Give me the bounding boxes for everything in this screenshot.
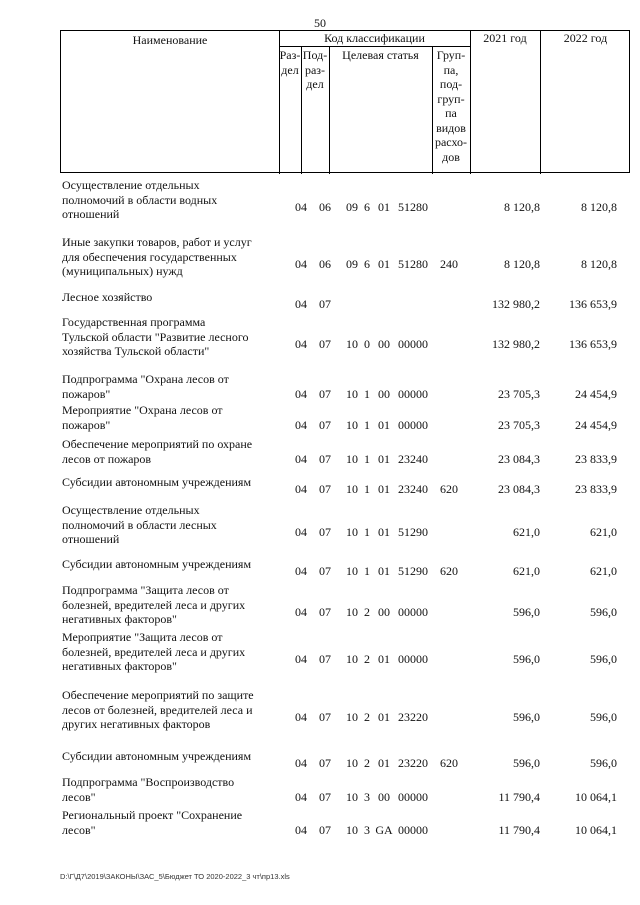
- cell-t1: 10: [346, 387, 358, 401]
- cell-t4: 51290: [398, 564, 428, 578]
- cell-r: 04: [295, 482, 307, 496]
- cell-t1: 10: [346, 710, 358, 724]
- row-name-line: пожаров": [62, 386, 111, 401]
- cell-t2: 3: [364, 823, 370, 837]
- cell-y1: 11 790,4: [498, 790, 540, 804]
- cell-t3: 01: [378, 418, 390, 432]
- row-name: [62, 808, 274, 837]
- row-name-line: Обеспечение мероприятий по охране: [62, 437, 253, 451]
- cell-y1: 596,0: [513, 652, 540, 666]
- row-name-line: негативных факторов": [62, 612, 177, 626]
- cell-y2: 24 454,9: [575, 387, 617, 401]
- cell-r: 04: [295, 605, 307, 619]
- cell-t2: 2: [364, 756, 370, 770]
- row-name-line: лесов от болезней, вредителей леса и: [62, 702, 253, 717]
- cell-t2: 3: [364, 790, 370, 804]
- row-name-line: Мероприятие "Защита лесов от: [62, 630, 223, 644]
- row-name-line: отношений: [62, 207, 120, 221]
- cell-y1: 621,0: [513, 525, 540, 539]
- row-name-line: Региональный проект "Сохранение: [62, 808, 243, 822]
- cell-y1: 132 980,2: [492, 297, 540, 311]
- cell-t3: 01: [378, 525, 390, 539]
- cell-pr: 07: [319, 337, 331, 351]
- row-name-line: лесов": [62, 789, 96, 804]
- cell-r: 04: [295, 710, 307, 724]
- cell-y1: 596,0: [513, 756, 540, 770]
- row-name-line: негативных факторов": [62, 659, 177, 673]
- row-name-line: пожаров": [62, 417, 111, 432]
- cell-y2: 24 454,9: [575, 418, 617, 432]
- row-name: [62, 290, 274, 305]
- row-name: [62, 372, 274, 401]
- cell-vr: 620: [440, 564, 458, 578]
- cell-t3: 00: [378, 387, 390, 401]
- cell-t4: 00000: [398, 387, 428, 401]
- row-name-line: Государственная программа: [62, 315, 206, 329]
- header-subsection-line: Под-: [302, 48, 328, 62]
- cell-y2: 596,0: [590, 652, 617, 666]
- cell-r: 04: [295, 418, 307, 432]
- cell-t2: 6: [364, 257, 370, 271]
- cell-y2: 8 120,8: [581, 257, 617, 271]
- cell-t4: 23240: [398, 452, 428, 466]
- cell-t4: 00000: [398, 337, 428, 351]
- cell-pr: 07: [319, 387, 331, 401]
- row-name-line: Осуществление отдельных: [62, 503, 200, 517]
- cell-pr: 07: [319, 710, 331, 724]
- cell-r: 04: [295, 564, 307, 578]
- cell-y2: 23 833,9: [575, 452, 617, 466]
- cell-t2: 2: [364, 652, 370, 666]
- row-name-line: отношений: [62, 532, 120, 546]
- cell-t2: 2: [364, 710, 370, 724]
- header-subsection-line: дел: [306, 77, 324, 91]
- header-section-line: Раз-: [279, 48, 301, 62]
- header-group-line: под-: [439, 77, 463, 91]
- cell-y2: 10 064,1: [575, 823, 617, 837]
- cell-t1: 09: [346, 200, 358, 214]
- cell-t4: 23220: [398, 756, 428, 770]
- row-name-line: Тульской области "Развитие лесного: [62, 329, 249, 344]
- cell-t3: 01: [378, 652, 390, 666]
- cell-t3: 00: [378, 337, 390, 351]
- row-name-line: Субсидии автономным учреждениям: [62, 749, 252, 763]
- cell-r: 04: [295, 452, 307, 466]
- row-name-line: болезней, вредителей леса и других: [62, 644, 246, 659]
- cell-y1: 23 084,3: [498, 482, 540, 496]
- cell-pr: 06: [319, 200, 331, 214]
- cell-t2: 1: [364, 525, 370, 539]
- row-name-line: лесов от пожаров: [62, 451, 152, 466]
- cell-t4: 00000: [398, 652, 428, 666]
- cell-vr: 620: [440, 482, 458, 496]
- cell-t1: 10: [346, 756, 358, 770]
- row-name-line: других негативных факторов: [62, 717, 211, 731]
- page-number: 50: [314, 16, 326, 30]
- cell-t3: 00: [378, 790, 390, 804]
- row-name-line: (муниципальных) нужд: [62, 264, 183, 278]
- cell-pr: 07: [319, 452, 331, 466]
- cell-pr: 07: [319, 525, 331, 539]
- file-path-footer: D:\Г\Д7\2019\ЗАКОНЫ\ЗАС_5\Бюджет ТО 2020-2022_3 чт\пр13.xls: [60, 872, 290, 881]
- header-group-line: па,: [443, 62, 459, 77]
- row-name-line: Подпрограмма "Охрана лесов от: [62, 372, 229, 386]
- cell-pr: 07: [319, 297, 331, 311]
- row-name-line: лесов": [62, 822, 96, 837]
- header-group-line: дов: [442, 149, 460, 164]
- row-name-line: Мероприятие "Охрана лесов от: [62, 403, 223, 417]
- cell-t1: 10: [346, 452, 358, 466]
- row-name: [62, 749, 274, 764]
- cell-t1: 09: [346, 257, 358, 271]
- cell-r: 04: [295, 200, 307, 214]
- header-group-line: па: [445, 106, 457, 120]
- row-name: [62, 557, 274, 572]
- cell-t1: 10: [346, 337, 358, 351]
- cell-t4: 23220: [398, 710, 428, 724]
- cell-y1: 23 705,3: [498, 418, 540, 432]
- cell-t1: 10: [346, 564, 358, 578]
- cell-t2: 1: [364, 387, 370, 401]
- cell-y2: 621,0: [590, 525, 617, 539]
- cell-t3: 01: [378, 452, 390, 466]
- row-name-line: хозяйства Тульской области": [62, 344, 210, 358]
- header-group-line: расхо-: [434, 135, 468, 149]
- header-year-2021: 2021 год: [483, 31, 527, 45]
- cell-y2: 136 653,9: [569, 297, 617, 311]
- cell-r: 04: [295, 257, 307, 271]
- cell-y2: 23 833,9: [575, 482, 617, 496]
- cell-t4: 23240: [398, 482, 428, 496]
- row-name: [62, 503, 274, 547]
- cell-y1: 8 120,8: [504, 257, 540, 271]
- cell-t3: 01: [378, 710, 390, 724]
- cell-t4: 00000: [398, 790, 428, 804]
- cell-y2: 621,0: [590, 564, 617, 578]
- cell-r: 04: [295, 525, 307, 539]
- row-name-line: Субсидии автономным учреждениям: [62, 557, 252, 571]
- cell-t4: 00000: [398, 823, 428, 837]
- cell-t3: 00: [378, 605, 390, 619]
- row-name-line: Иные закупки товаров, работ и услуг: [62, 235, 252, 249]
- cell-t2: 0: [364, 337, 370, 351]
- header-group-line: Груп-: [436, 48, 466, 62]
- header-target-article: Целевая статья: [342, 48, 419, 62]
- header-name: Наименование: [132, 33, 208, 47]
- cell-r: 04: [295, 297, 307, 311]
- table-header: [60, 30, 630, 173]
- cell-r: 04: [295, 823, 307, 837]
- header-section-line: дел: [281, 62, 299, 77]
- header-group-line: груп-: [437, 91, 465, 106]
- row-name: [62, 235, 274, 279]
- cell-t4: 51280: [398, 257, 428, 271]
- cell-t3: GA: [375, 823, 393, 837]
- header-expense-group: [432, 48, 470, 164]
- cell-t1: 10: [346, 790, 358, 804]
- cell-y2: 596,0: [590, 710, 617, 724]
- cell-y1: 8 120,8: [504, 200, 540, 214]
- cell-t2: 1: [364, 418, 370, 432]
- row-name-line: Обеспечение мероприятий по защите: [62, 688, 254, 702]
- header-section: [279, 48, 301, 77]
- cell-y2: 136 653,9: [569, 337, 617, 351]
- row-name: [62, 775, 274, 804]
- cell-t1: 10: [346, 418, 358, 432]
- cell-t1: 10: [346, 652, 358, 666]
- cell-pr: 07: [319, 790, 331, 804]
- row-name: [62, 403, 274, 432]
- cell-y1: 621,0: [513, 564, 540, 578]
- cell-t3: 01: [378, 564, 390, 578]
- cell-t1: 10: [346, 482, 358, 496]
- row-name-line: для обеспечения государственных: [62, 249, 237, 264]
- row-name: [62, 315, 274, 359]
- row-name-line: Осуществление отдельных: [62, 178, 200, 192]
- cell-pr: 07: [319, 652, 331, 666]
- cell-t1: 10: [346, 605, 358, 619]
- cell-t4: 00000: [398, 418, 428, 432]
- row-name-line: Подпрограмма "Воспроизводство: [62, 775, 235, 789]
- cell-y1: 596,0: [513, 710, 540, 724]
- header-subsection-line: раз-: [304, 62, 326, 77]
- cell-y1: 11 790,4: [498, 823, 540, 837]
- cell-pr: 07: [319, 756, 331, 770]
- row-name: [62, 437, 274, 466]
- cell-y2: 10 064,1: [575, 790, 617, 804]
- cell-t3: 01: [378, 756, 390, 770]
- cell-r: 04: [295, 337, 307, 351]
- cell-t2: 1: [364, 482, 370, 496]
- cell-y1: 23 705,3: [498, 387, 540, 401]
- cell-vr: 620: [440, 756, 458, 770]
- row-name-line: полномочий в области водных: [62, 192, 218, 207]
- cell-t2: 1: [364, 564, 370, 578]
- cell-r: 04: [295, 652, 307, 666]
- cell-t1: 10: [346, 525, 358, 539]
- row-name-line: Подпрограмма "Защита лесов от: [62, 583, 229, 597]
- cell-t4: 51290: [398, 525, 428, 539]
- cell-y1: 132 980,2: [492, 337, 540, 351]
- cell-t2: 2: [364, 605, 370, 619]
- cell-pr: 07: [319, 564, 331, 578]
- cell-t2: 6: [364, 200, 370, 214]
- row-name: [62, 583, 274, 627]
- row-name-line: болезней, вредителей леса и других: [62, 597, 246, 612]
- cell-vr: 240: [440, 257, 458, 271]
- cell-t3: 01: [378, 482, 390, 496]
- cell-r: 04: [295, 387, 307, 401]
- cell-y2: 596,0: [590, 756, 617, 770]
- cell-pr: 06: [319, 257, 331, 271]
- row-name: [62, 178, 274, 222]
- cell-r: 04: [295, 756, 307, 770]
- cell-t4: 51280: [398, 200, 428, 214]
- row-name-line: полномочий в области лесных: [62, 517, 217, 532]
- header-classification: Код классификации: [324, 31, 425, 45]
- cell-pr: 07: [319, 605, 331, 619]
- cell-y1: 596,0: [513, 605, 540, 619]
- header-year-2022: 2022 год: [563, 31, 608, 45]
- cell-r: 04: [295, 790, 307, 804]
- cell-pr: 07: [319, 482, 331, 496]
- row-name-line: Субсидии автономным учреждениям: [62, 475, 252, 489]
- cell-t3: 01: [378, 257, 390, 271]
- cell-y2: 8 120,8: [581, 200, 617, 214]
- row-name: [62, 630, 274, 674]
- cell-pr: 07: [319, 823, 331, 837]
- cell-pr: 07: [319, 418, 331, 432]
- header-subsection: [301, 48, 329, 92]
- row-name: [62, 475, 274, 490]
- row-name: [62, 688, 274, 732]
- cell-t3: 01: [378, 200, 390, 214]
- cell-y1: 23 084,3: [498, 452, 540, 466]
- cell-t1: 10: [346, 823, 358, 837]
- header-group-line: видов: [436, 120, 466, 135]
- cell-t2: 1: [364, 452, 370, 466]
- cell-t4: 00000: [398, 605, 428, 619]
- cell-y2: 596,0: [590, 605, 617, 619]
- row-name-line: Лесное хозяйство: [62, 290, 153, 304]
